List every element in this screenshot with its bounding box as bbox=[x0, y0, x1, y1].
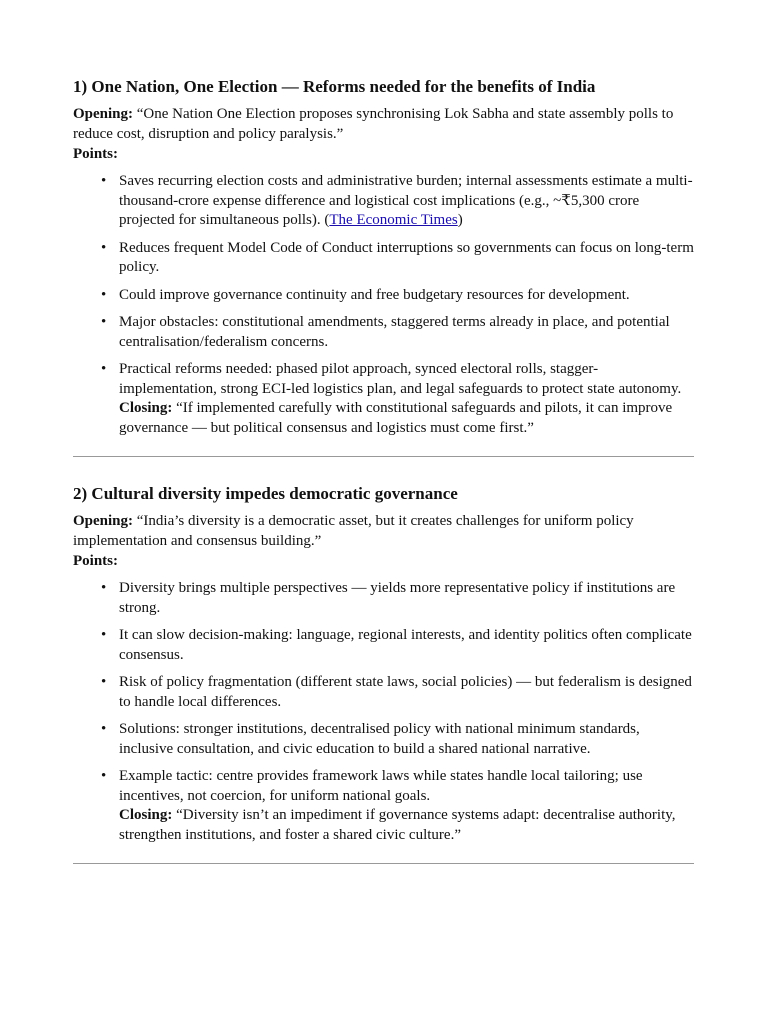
list-item bbox=[101, 172, 694, 231]
bullet-icon: • bbox=[101, 239, 107, 256]
list-item bbox=[101, 239, 694, 278]
source-link[interactable]: The Economic Times bbox=[329, 212, 458, 228]
point-text: Reduces frequent Model Code of Conduct interruptions so governments can focus on long-term policy. bbox=[119, 239, 694, 275]
section-heading: 1) One Nation, One Election — Reforms needed for the benefits of India bbox=[73, 77, 596, 96]
bullet-icon: • bbox=[101, 721, 107, 737]
points-label: Points: bbox=[73, 553, 118, 569]
point-text: Solutions: stronger institutions, decentralised policy with national minimum standards, inclusive consultation, and civic education to build a shared national narrative. bbox=[119, 721, 640, 757]
opening-paragraph bbox=[73, 511, 694, 551]
list-item bbox=[101, 579, 694, 618]
section-divider bbox=[73, 456, 694, 457]
bullet-icon: • bbox=[101, 768, 107, 784]
point-text: Risk of policy fragmentation (different state laws, social policies) — but federalism is designed to handle local differences. bbox=[119, 674, 692, 710]
closing-text: “If implemented carefully with constitutional safeguards and pilots, it can improve governance — but political consensus and logistics must come first.” bbox=[119, 400, 673, 436]
points-list bbox=[73, 172, 694, 438]
point-text: Major obstacles: constitutional amendments, staggered terms already in place, and potential centralisation/federalism concerns. bbox=[119, 314, 670, 350]
section-divider bbox=[73, 863, 694, 864]
point-text: Could improve governance continuity and free budgetary resources for development. bbox=[119, 286, 630, 303]
opening-text: “One Nation One Election proposes synchronising Lok Sabha and state assembly polls to reduce cost, disruption and policy paralysis.” bbox=[73, 106, 674, 142]
section-cultural-diversity bbox=[73, 483, 694, 845]
list-item bbox=[101, 286, 694, 306]
bullet-icon: • bbox=[101, 314, 107, 330]
points-list bbox=[73, 579, 694, 845]
bullet-icon: • bbox=[101, 173, 107, 189]
closing-label: Closing: bbox=[119, 400, 173, 416]
list-item bbox=[101, 767, 694, 845]
list-item bbox=[101, 626, 694, 665]
point-text: Practical reforms needed: phased pilot approach, synced electoral rolls, stagger-implementation, strong ECI-led logistics plan, and legal safeguards to protect state autonomy. bbox=[119, 361, 682, 397]
section-one-nation-one-election bbox=[73, 76, 694, 438]
points-label: Points: bbox=[73, 146, 118, 162]
list-item bbox=[101, 720, 694, 759]
closing-text: “Diversity isn’t an impediment if governance systems adapt: decentralise authority, strengthen institutions, and foster a shared civic culture.” bbox=[119, 807, 676, 843]
list-item bbox=[101, 313, 694, 352]
list-item bbox=[101, 360, 694, 438]
point-text: It can slow decision-making: language, regional interests, and identity politics often complicate consensus. bbox=[119, 627, 692, 663]
point-text: Diversity brings multiple perspectives — yields more representative policy if institutions are strong. bbox=[119, 580, 676, 616]
point-text-tail: ) bbox=[457, 212, 463, 228]
point-text: Saves recurring election costs and administrative burden; internal assessments estimate a multi-thousand-crore expense difference and logistical cost implications (e.g., ~₹5,300 crore projected for simultaneous polls). ( bbox=[119, 173, 693, 228]
bullet-icon: • bbox=[101, 627, 107, 643]
bullet-icon: • bbox=[101, 580, 107, 596]
closing-label: Closing: bbox=[119, 807, 173, 823]
opening-text: “India’s diversity is a democratic asset, but it creates challenges for uniform policy implementation and consensus building.” bbox=[73, 513, 634, 549]
opening-paragraph bbox=[73, 104, 694, 144]
bullet-icon: • bbox=[101, 674, 107, 690]
section-heading: 2) Cultural diversity impedes democratic governance bbox=[73, 484, 458, 503]
point-text: Example tactic: centre provides framework laws while states handle local tailoring; use incentives, not coercion, for uniform national goals. bbox=[119, 768, 643, 804]
list-item bbox=[101, 673, 694, 712]
opening-label: Opening: bbox=[73, 106, 134, 122]
opening-label: Opening: bbox=[73, 513, 134, 529]
bullet-icon: • bbox=[101, 361, 107, 377]
bullet-icon: • bbox=[101, 286, 107, 303]
